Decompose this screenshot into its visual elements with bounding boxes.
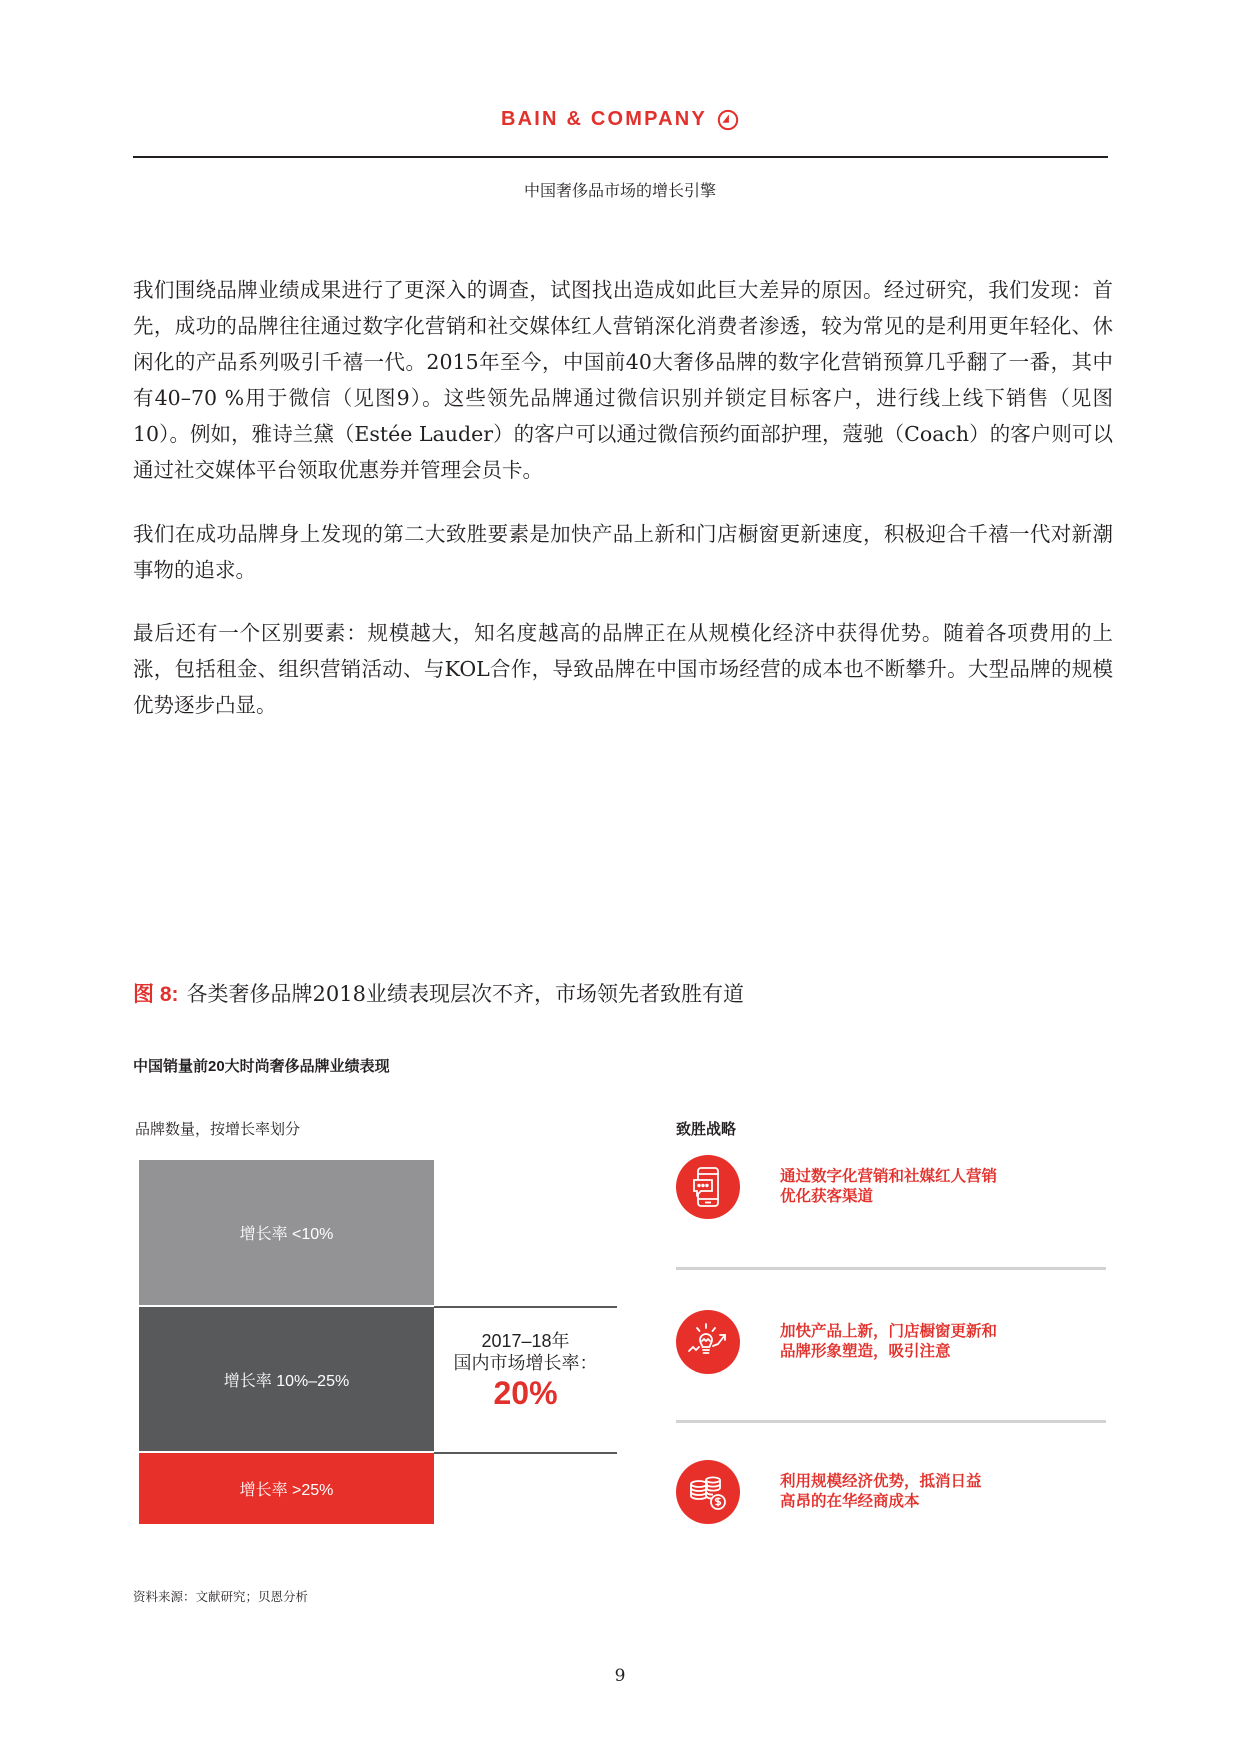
growth-block-low <box>139 1160 434 1305</box>
brand-name: BAIN & COMPANY <box>501 108 707 130</box>
strategy-line: 利用规模经济优势，抵消日益 <box>780 1473 982 1490</box>
strategy-divider <box>676 1420 1106 1423</box>
paragraph-1: 我们围绕品牌业绩成果进行了更深入的调查，试图找出造成如此巨大差异的原因。经过研究，我们发现：首先，成功的品牌往往通过数字化营销和社交媒体红人营销深化消费者渗透，较为常见的是利用更年轻化、休闲化的产品系列吸引千禧一代。2015年至今，中国前40大奢侈品牌的数字化营销预算几乎翻了一番，其中有40–70 %用于微信（见图9）。这些领先品牌通过微信识别并锁定目标客户，进行线上线下销售（见图10）。例如，雅诗兰黛（Estée Lauder）的客户可以通过微信预约面部护理，蔻驰（Coach）的客户则可以通过社交媒体平台领取优惠券并管理会员卡。 <box>133 278 1113 482</box>
paragraph-2: 我们在成功品牌身上发现的第二大致胜要素是加快产品上新和门店橱窗更新速度，积极迎合千禧一代对新潮事物的追求。 <box>133 522 1113 582</box>
strategy-line: 通过数字化营销和社媒红人营销 <box>780 1168 998 1185</box>
block-label: 增长率 <10% <box>239 1226 334 1243</box>
strategy-text <box>780 1167 997 1207</box>
callout-value: 20% <box>493 1375 558 1411</box>
strategy-divider <box>676 1267 1106 1270</box>
strategy-line: 品牌形象塑造，吸引注意 <box>780 1343 951 1360</box>
callout-label: 国内市场增长率： <box>453 1353 598 1373</box>
strategy-item-scale <box>676 1460 1106 1524</box>
header-divider <box>133 156 1108 158</box>
paragraph-3: 最后还有一个区别要素：规模越大，知名度越高的品牌正在从规模化经济中获得优势。随着各项费用的上涨，包括租金、组织营销活动、与KOL合作，导致品牌在中国市场经营的成本也不断攀升。大型品牌的规模优势逐步凸显。 <box>133 621 1113 717</box>
block-label: 增长率 10%–25% <box>223 1372 350 1390</box>
growth-block-mid <box>139 1307 434 1451</box>
strategy-line: 加快产品上新，门店橱窗更新和 <box>780 1323 998 1340</box>
strategy-item-newness <box>676 1310 1106 1374</box>
bain-logo-icon <box>717 109 739 131</box>
figure-number: 图 8: <box>133 983 179 1006</box>
figure-title: 各类奢侈品牌2018业绩表现层次不齐，市场领先者致胜有道 <box>186 982 744 1006</box>
callout-year: 2017–18年 <box>481 1331 570 1351</box>
strategy-text <box>780 1472 982 1512</box>
block-label: 增长率 >25% <box>239 1482 334 1499</box>
lightbulb-growth-icon <box>676 1310 740 1374</box>
market-growth-line-top <box>434 1306 617 1308</box>
brand-logo <box>0 108 1240 131</box>
chart-subtitle: 品牌数量，按增长率划分 <box>135 1121 301 1138</box>
chart-title: 中国销量前20大时尚奢侈品牌业绩表现 <box>133 1058 390 1075</box>
market-growth-line-bottom <box>434 1452 617 1454</box>
growth-block-high <box>139 1453 434 1524</box>
page-number: 9 <box>614 1666 626 1686</box>
strategy-line: 优化获客渠道 <box>780 1188 874 1205</box>
strategy-heading: 致胜战略 <box>676 1121 737 1138</box>
market-growth-callout <box>434 1330 617 1412</box>
running-title: 中国奢侈品市场的增长引擎 <box>523 181 716 200</box>
smartphone-chat-icon <box>676 1155 740 1219</box>
strategy-text <box>780 1322 997 1362</box>
strategy-item-digital <box>676 1155 1106 1219</box>
strategy-line: 高昂的在华经商成本 <box>780 1493 920 1510</box>
coins-dollar-icon <box>676 1460 740 1524</box>
source-note: 资料来源：文献研究；贝恩分析 <box>133 1590 309 1604</box>
figure-caption <box>133 978 744 1008</box>
